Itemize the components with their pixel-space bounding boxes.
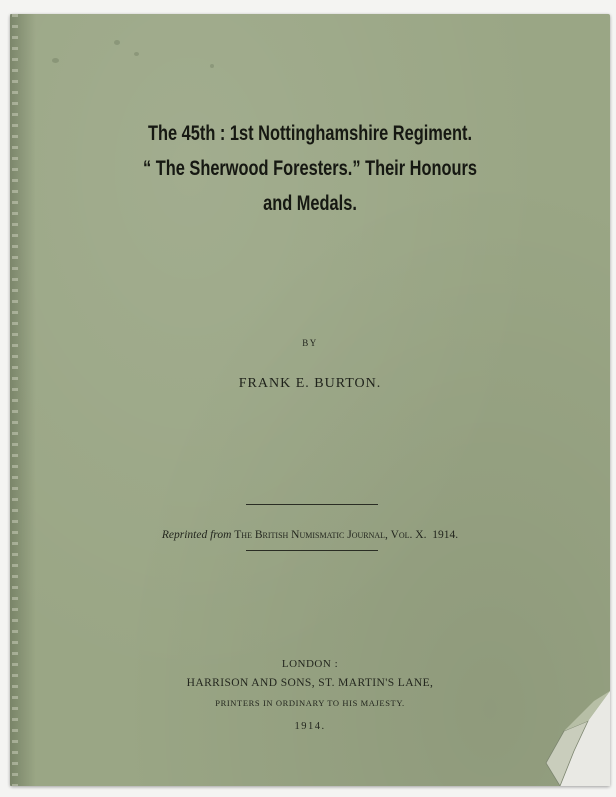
imprint-year: 1914. (294, 721, 326, 732)
bottom-divider (246, 550, 378, 551)
reprint-year: 1914. (432, 529, 459, 541)
imprint-city: LONDON : (281, 658, 339, 670)
foxing-spot (52, 58, 59, 63)
cover-title (76, 116, 544, 221)
top-divider (246, 504, 378, 505)
journal-name: The British Numismatic Journal, Vol. X. (234, 529, 427, 541)
foxing-spot (114, 40, 120, 45)
imprint-publisher: HARRISON AND SONS, ST. MARTIN'S LANE, (186, 677, 434, 689)
pamphlet-cover (10, 14, 610, 786)
byline: BY (302, 338, 318, 348)
foxing-spot (134, 52, 139, 56)
left-edge-wear (12, 14, 18, 786)
foxing-spot (210, 64, 214, 68)
reprint-prefix: Reprinted from (161, 529, 232, 541)
author-name: FRANK E. BURTON. (238, 376, 382, 391)
title-line-1: The 45th : 1st Nottinghamshire Regiment. (147, 122, 472, 145)
title-line-3: and Medals. (263, 192, 357, 215)
title-line-2: “ The Sherwood Foresters.” Their Honours (142, 157, 478, 180)
folded-corner (530, 691, 610, 786)
reprint-note (10, 529, 610, 541)
imprint-printers: PRINTERS IN ORDINARY TO HIS MAJESTY. (215, 698, 405, 708)
